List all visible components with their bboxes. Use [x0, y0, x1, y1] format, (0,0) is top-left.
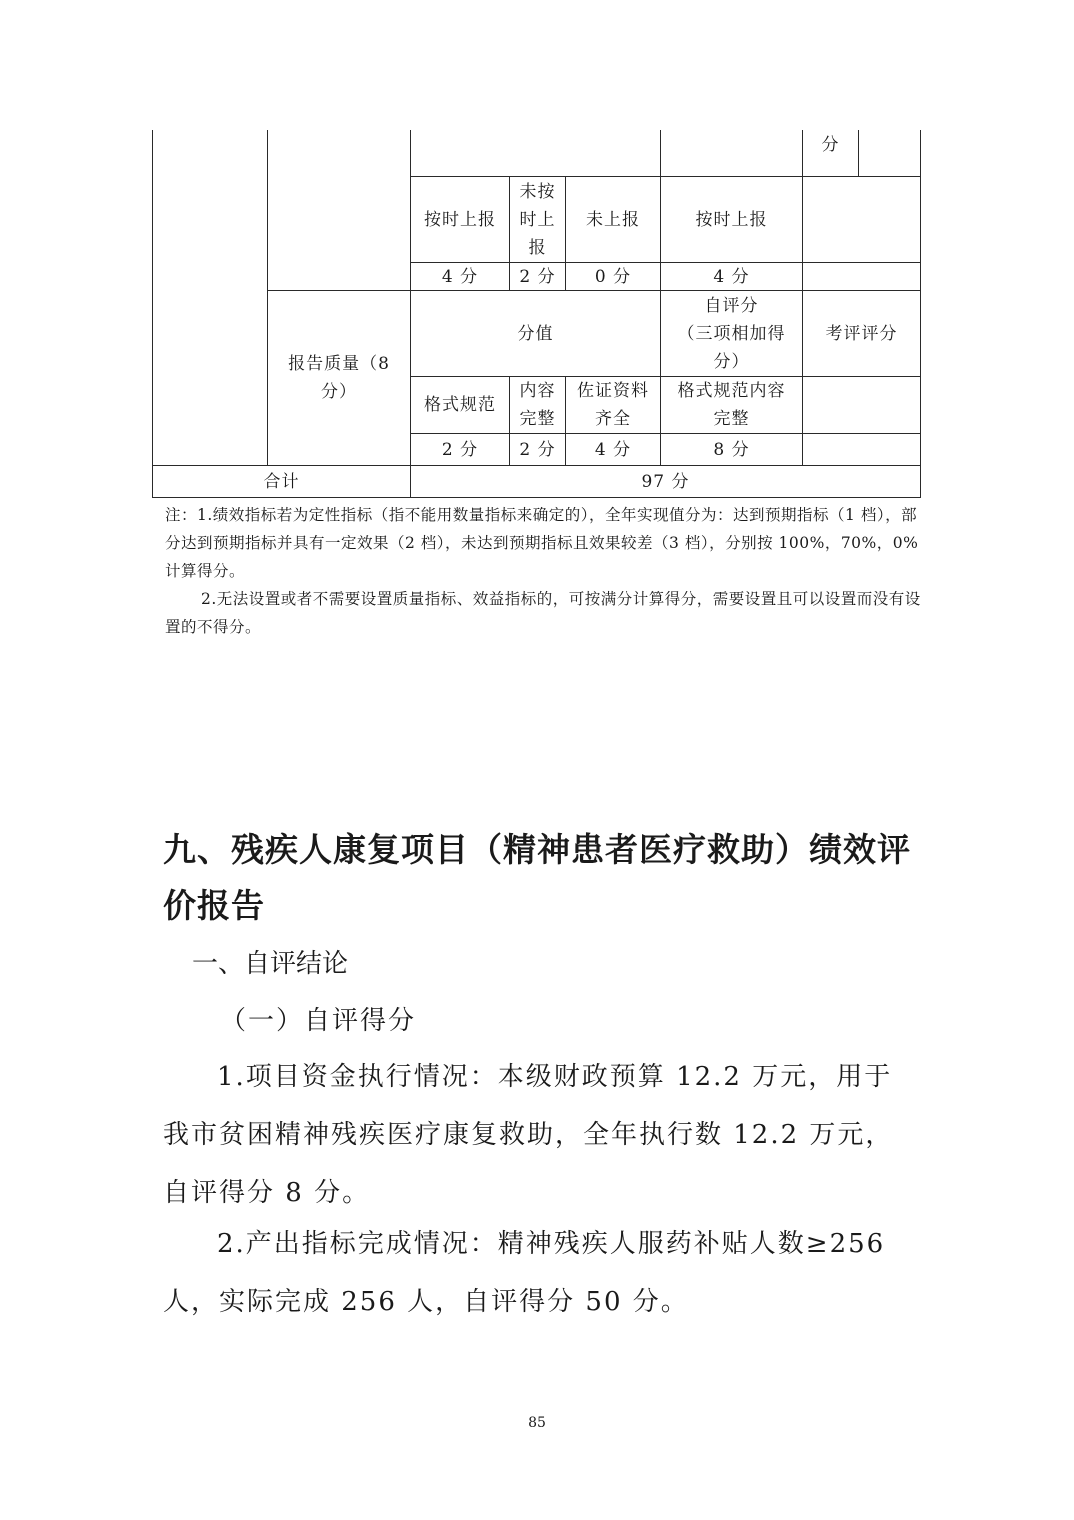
table-cell: 未上报 [586, 209, 640, 230]
table-line [920, 130, 921, 498]
table-cell: 8 分 [713, 439, 750, 460]
table-cell: 分值 [517, 323, 554, 344]
table-cell: 4 分 [713, 266, 750, 287]
table-cell: 4 分 [441, 266, 479, 287]
note-2: 2.无法设置或者不需要设置质量指标、效益指标的，可按满分计算得分，需要设置且可以设置而没有设置的不得分。 [165, 590, 921, 636]
table-cell: 内容 完整 [519, 381, 556, 429]
table-cell: 2 分 [441, 439, 479, 460]
table-cell: 按时上报 [695, 209, 768, 230]
page-number: 85 [528, 1415, 546, 1431]
total-value: 97 分 [641, 471, 690, 492]
table-line [858, 130, 859, 176]
score-table [0, 0, 1074, 500]
table-line [152, 130, 153, 498]
table-cell: 4 分 [594, 439, 632, 460]
note-1: 注：1.绩效指标若为定性指标（指不能用数量指标来确定的），全年实现值分为：达到预期指标（1 档），部分达到预期指标并具有一定效果（2 档），未达到预期指标且效果较差（3 档），分别按 100%，70%，0%计算得分。 [165, 506, 919, 580]
subsection-heading: （一）自评得分 [220, 1006, 417, 1036]
table-cell: 按时上报 [424, 209, 496, 230]
report-heading: 九、残疾人康复项目（精神患者医疗救助）绩效评价报告 [163, 830, 911, 925]
total-label: 合计 [263, 471, 300, 492]
report-quality-label: 报告质量（8 分） [288, 354, 390, 402]
table-cell: 分 [821, 135, 840, 155]
table-cell: 格式规范内容 完整 [677, 381, 786, 429]
section-heading: 一、自评结论 [192, 949, 349, 979]
table-cell: 未按 时上 报 [519, 181, 556, 258]
table-cell: 0 分 [594, 266, 632, 287]
paragraph-2: 2.产出指标完成情况：精神残疾人服药补贴人数≥256人，实际完成 256 人，自评得分 50 分。 [163, 1229, 886, 1317]
table-cell: 考评评分 [825, 323, 898, 344]
paragraph-1: 1.项目资金执行情况：本级财政预算 12.2 万元，用于我市贫困精神残疾医疗康复救助，全年执行数 12.2 万元，自评得分 8 分。 [163, 1062, 894, 1208]
table-line [152, 497, 921, 498]
table-cell: 佐证资料 齐全 [577, 381, 649, 429]
table-cell: 2 分 [519, 266, 556, 287]
table-cell: 自评分 （三项相加得 分） [677, 295, 786, 372]
table-cell: 2 分 [519, 439, 556, 460]
table-cell: 格式规范 [424, 395, 496, 415]
